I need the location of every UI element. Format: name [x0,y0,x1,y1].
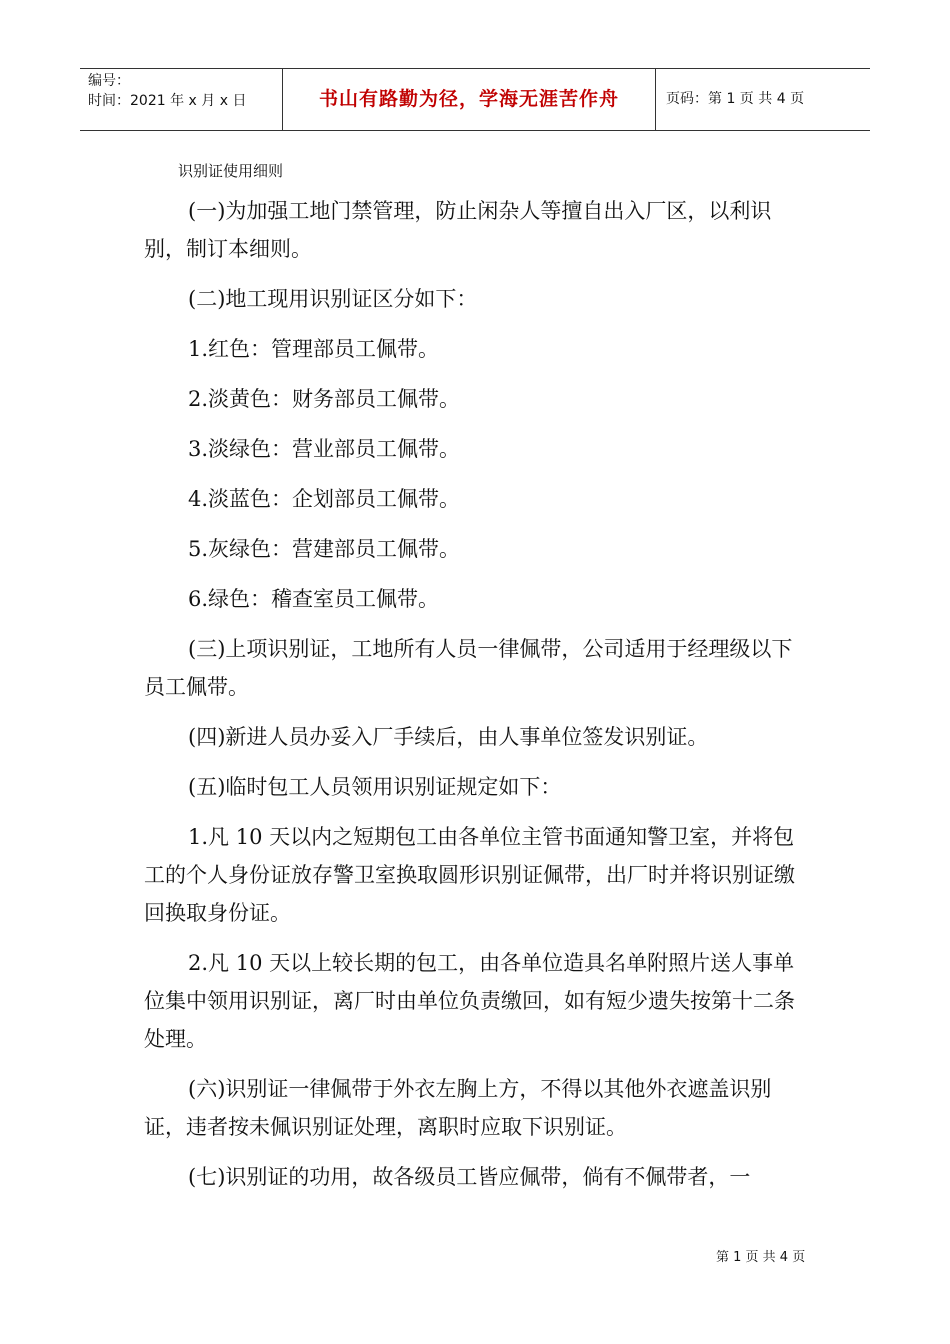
list-item: 5.灰绿色：营建部员工佩带。 [188,537,461,561]
paragraph: (一)为加强工地门禁管理，防止闲杂人等擅自出入厂区，以利识别，制订本细则。 [144,199,772,261]
list-item: 2.淡黄色：财务部员工佩带。 [188,387,461,411]
paragraph: (六)识别证一律佩带于外衣左胸上方，不得以其他外衣遮盖识别证，违者按未佩识别证处理，离职时应取下识别证。 [144,1077,772,1139]
list-item: 1.红色：管理部员工佩带。 [188,337,440,361]
header-page-info: 页码：第 1 页 共 4 页 [666,91,805,107]
number-label: 编号： [88,73,130,89]
paragraph: (二)地工现用识别证区分如下： [188,287,478,311]
header-page-cell [656,69,870,130]
header-motto-cell [283,69,656,130]
list-item: 3.淡绿色：营业部员工佩带。 [188,437,461,461]
paragraph: (三)上项识别证，工地所有人员一律佩带，公司适用于经理级以下员工佩带。 [144,637,793,699]
header-meta [80,69,283,130]
header-motto: 书山有路勤为径，学海无涯苦作舟 [318,88,619,110]
paragraph: (七)识别证的功用，故各级员工皆应佩带，倘有不佩带者，一 [188,1165,751,1189]
paragraph: (五)临时包工人员领用识别证规定如下： [188,775,562,799]
time-label: 时间：2021 年 x 月 x 日 [88,93,247,109]
document-header [80,68,870,131]
document-body [144,192,809,1208]
footer-page-number: 第 1 页 共 4 页 [716,1250,806,1265]
list-item: 1.凡 10 天以内之短期包工由各单位主管书面通知警卫室，并将包工的个人身份证放存警卫室换取圆形识别证佩带，出厂时并将识别证缴回换取身份证。 [144,825,795,925]
document-title: 识别证使用细则 [178,162,284,180]
list-item: 4.淡蓝色：企划部员工佩带。 [188,487,461,511]
list-item: 2.凡 10 天以上较长期的包工，由各单位造具名单附照片送人事单位集中领用识别证，离厂时由单位负责缴回，如有短少遗失按第十二条处理。 [144,951,795,1051]
paragraph: (四)新进人员办妥入厂手续后，由人事单位签发识别证。 [188,725,709,749]
list-item: 6.绿色：稽查室员工佩带。 [188,587,440,611]
